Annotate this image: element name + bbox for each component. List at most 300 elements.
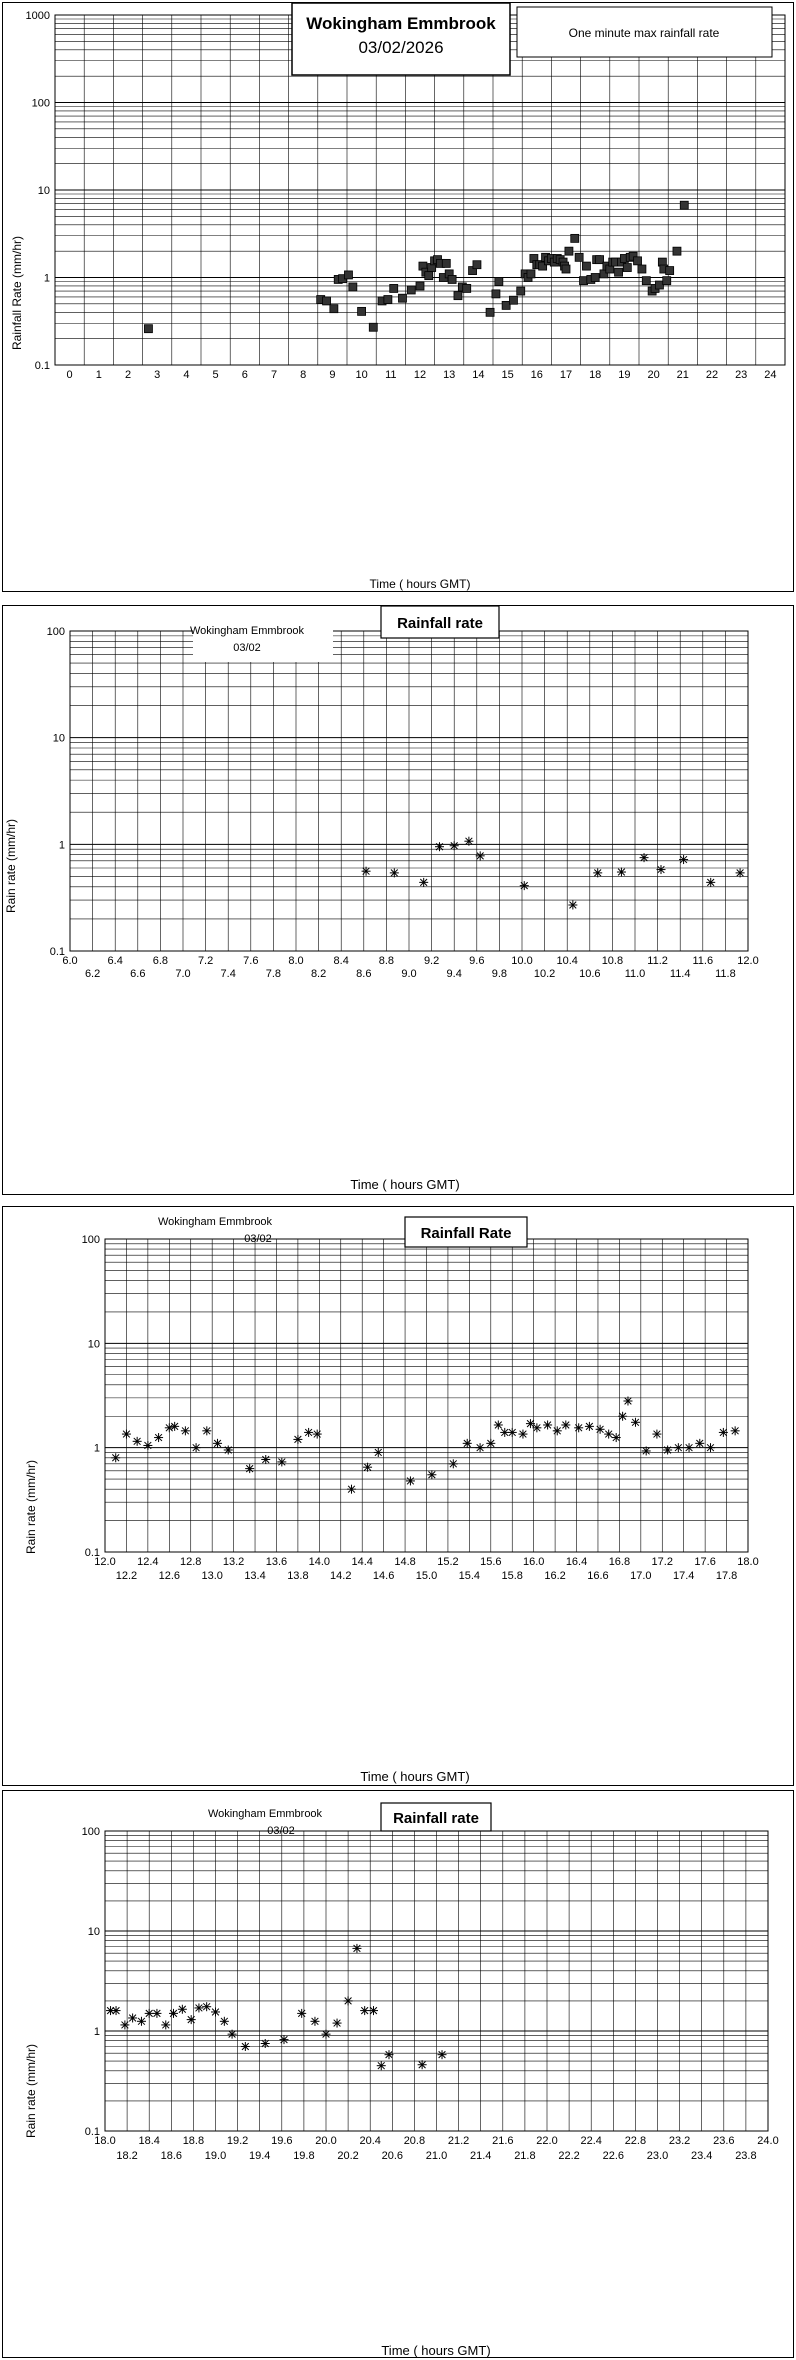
x-tick-label: 10.0 [511,955,533,967]
y-tick-label: 0.1 [84,2126,100,2138]
data-point [211,2007,220,2016]
data-point [384,2050,393,2059]
station-box [190,622,333,662]
x-tick-label: 19.4 [248,2150,271,2162]
data-point [502,301,510,309]
x-tick-label: 4 [183,369,190,381]
y-tick-label: 10 [87,1926,100,1938]
x-tick-label: 22.0 [536,2135,558,2147]
data-point [638,265,646,273]
x-tick-label: 16.6 [587,1570,609,1582]
x-tick-label: 7.6 [243,955,259,967]
chart-panel-18-24 [2,1790,794,2358]
x-tick-label: 10.6 [579,968,601,980]
data-point [224,1445,233,1454]
data-point [152,2009,161,2018]
x-tick-label: 8.2 [310,968,327,980]
x-tick-label: 12.2 [115,1570,138,1582]
data-point [390,868,399,877]
data-point [679,855,688,864]
station-name: Wokingham Emmbrook [157,1216,273,1228]
data-point [663,1445,672,1454]
x-tick-label: 20.8 [403,2135,426,2147]
data-point [358,307,366,315]
data-point [517,287,525,295]
x-axis-label: Time ( hours GMT) [360,1769,470,1784]
data-point [473,261,481,269]
x-tick-label: 24.0 [757,2135,779,2147]
x-tick-label: 14.4 [351,1556,373,1568]
data-point [161,2020,170,2029]
x-tick-label: 23.0 [646,2150,669,2162]
data-point [575,253,583,261]
x-tick-label: 12.6 [158,1570,181,1582]
x-tick-label: 20.4 [359,2135,381,2147]
data-point [580,277,588,285]
x-tick-label: 9.2 [423,955,440,967]
data-point [261,1455,270,1464]
data-point [618,1412,627,1421]
data-point [509,296,517,304]
x-tick-label: 17.4 [672,1570,695,1582]
data-point [427,1470,436,1479]
station-box [158,1216,273,1245]
x-tick-label: 14.2 [330,1570,352,1582]
data-point [120,2020,129,2029]
x-tick-label: 16 [530,369,543,381]
data-point [527,270,535,278]
x-tick-label: 9.6 [469,955,485,967]
station-name: Wokingham Emmbrook [189,625,305,637]
data-point [562,265,570,273]
chart-panel-12-18 [2,1206,794,1786]
y-tick-label: 10 [87,1338,100,1351]
data-point [663,277,671,285]
data-point [144,325,152,333]
x-tick-label: 10.2 [533,968,556,980]
data-point [344,271,352,279]
data-point [680,201,688,209]
x-tick-label: 8 [300,369,307,381]
x-tick-label: 20.6 [381,2150,404,2162]
data-point [220,2017,229,2026]
data-point [406,1476,415,1485]
y-tick-label: 1000 [25,10,50,22]
data-point [571,234,579,242]
data-point [463,1439,472,1448]
data-point [666,267,674,275]
data-point [347,1485,356,1494]
data-point [685,1443,694,1452]
data-point [673,247,681,255]
data-point [416,282,424,290]
data-point [112,2006,121,2015]
x-tick-label: 0 [66,369,73,381]
title-box [405,1217,527,1247]
data-point [313,1430,322,1439]
x-tick-label: 21.4 [469,2150,492,2162]
x-tick-label: 13.4 [244,1570,266,1582]
x-tick-label: 16.2 [544,1570,566,1582]
x-tick-label: 6.0 [62,955,78,967]
legend-label: One minute max rainfall rate [568,26,720,40]
x-tick-label: 7.8 [265,968,282,980]
data-point [384,296,392,304]
data-point [450,841,459,850]
data-point [582,262,590,270]
y-tick-label: 0.1 [34,360,50,372]
x-tick-label: 7.2 [197,955,214,967]
data-point [192,1443,201,1452]
x-tick-label: 11.0 [624,968,646,980]
station-date: 03/02 [244,1233,272,1245]
y-tick-label: 1 [58,839,65,852]
data-point [128,2013,137,2022]
x-tick-label: 19.6 [271,2135,293,2147]
data-point [463,284,471,292]
data-point [623,264,631,272]
x-tick-label: 22.4 [580,2135,602,2147]
data-point [145,2009,154,2018]
x-tick-label: 23.8 [735,2150,757,2162]
station-box [208,1808,323,1837]
x-tick-label: 6.8 [152,955,169,967]
data-point [623,1397,632,1406]
x-tick-label: 18.0 [737,1556,759,1568]
legend-box [517,7,772,57]
x-tick-label: 19.2 [226,2135,249,2147]
x-tick-label: 17.2 [651,1556,673,1568]
x-tick-label: 10.4 [556,955,578,967]
data-point [419,878,428,887]
data-point [706,878,715,887]
data-point [532,1423,541,1432]
data-point [508,1428,517,1437]
x-tick-label: 11.8 [715,968,736,980]
data-point [634,257,642,265]
x-tick-label: 15.6 [480,1556,502,1568]
data-point [304,1428,313,1437]
y-tick-label: 100 [31,97,50,110]
data-point [494,1420,503,1429]
data-point [448,275,456,283]
data-point [280,2035,289,2044]
data-point [449,1459,458,1468]
x-tick-label: 8.8 [378,955,395,967]
chart-subtitle: 03/02/2026 [358,38,444,57]
x-tick-label: 17 [559,369,573,381]
x-tick-label: 21 [676,369,689,381]
y-tick-label: 10 [37,185,50,197]
data-point [425,272,433,280]
data-point [495,278,503,286]
data-point [362,867,371,876]
data-point [377,2061,386,2070]
x-tick-label: 5 [212,369,219,381]
data-point [181,1426,190,1435]
title-box [381,606,499,638]
x-tick-label: 17.8 [715,1570,738,1582]
y-tick-label: 1 [93,2026,100,2038]
data-point [323,297,331,305]
data-point [642,1446,651,1455]
x-tick-label: 24 [764,369,777,381]
x-tick-label: 22.8 [624,2135,647,2147]
y-tick-label: 1 [43,272,50,285]
x-tick-label: 12 [413,369,427,381]
x-tick-label: 11.6 [692,955,714,967]
x-tick-label: 9 [329,369,336,381]
x-tick-label: 16.0 [522,1556,545,1568]
data-point [170,1422,179,1431]
x-tick-label: 13.6 [265,1556,288,1568]
data-point [322,2030,331,2039]
data-point [374,1448,383,1457]
title-box [292,3,510,75]
data-point [476,851,485,860]
x-tick-label: 15.8 [501,1570,523,1582]
x-tick-label: 22 [705,369,719,381]
data-point [674,1443,683,1452]
x-tick-label: 9.0 [401,968,417,980]
x-tick-label: 23 [735,369,748,381]
data-point [111,1453,120,1462]
data-point [486,308,494,316]
x-tick-label: 6.6 [130,968,146,980]
x-tick-label: 20.0 [315,2135,337,2147]
x-tick-label: 23.4 [690,2150,713,2162]
y-tick-label: 0.1 [84,1547,100,1559]
chart-title: Wokingham Emmbrook [306,14,496,33]
y-axis-label: Rain rate (mm/hr) [24,2043,38,2139]
data-point [736,868,745,877]
x-tick-label: 9.4 [446,968,462,980]
chart-panel-6-12 [2,605,794,1195]
data-point [202,1426,211,1435]
x-axis-label: Time ( hours GMT) [381,2343,491,2358]
x-tick-label: 19.0 [204,2150,227,2162]
data-point [137,2017,146,2026]
x-tick-label: 16.8 [608,1556,631,1568]
y-axis-label: Rain rate (mm/hr) [24,1459,38,1555]
data-point [652,1430,661,1439]
data-point [261,2039,270,2048]
x-tick-label: 20 [647,369,660,381]
x-tick-label: 8.6 [356,968,372,980]
x-axis-label: Time ( hours GMT) [350,1177,460,1192]
data-point [464,837,473,846]
x-tick-label: 12.0 [94,1556,116,1568]
chart-title: Rainfall rate [393,1810,479,1827]
data-point [245,1464,254,1473]
data-point [553,1426,562,1435]
x-tick-label: 19.8 [293,2150,315,2162]
station-date: 03/02 [267,1825,295,1837]
data-point [492,290,500,298]
data-point [438,2050,447,2059]
data-point [454,292,462,300]
y-tick-label: 100 [46,626,65,638]
data-point [476,1443,485,1452]
x-tick-label: 12.0 [737,955,759,967]
x-tick-label: 16.4 [565,1556,588,1568]
data-point [349,283,357,291]
x-tick-label: 17.6 [694,1556,716,1568]
data-point [719,1428,728,1437]
chart-title: Rainfall rate [397,615,483,632]
x-tick-label: 2 [124,369,132,381]
data-point [526,1419,535,1428]
data-point [202,2002,211,2011]
x-tick-label: 15.0 [415,1570,438,1582]
x-tick-label: 18.8 [182,2135,205,2147]
x-tick-label: 14.0 [308,1556,331,1568]
data-point [390,284,398,292]
y-axis-label: Rain rate (mm/hr) [4,818,18,914]
data-point [363,1463,372,1472]
x-tick-label: 17.0 [630,1570,652,1582]
data-point [631,1418,640,1427]
x-tick-label: 8.4 [333,955,349,967]
data-point [543,1420,552,1429]
data-point [585,1422,594,1431]
y-tick-label: 100 [81,1234,100,1246]
x-tick-label: 18.2 [116,2150,138,2162]
station-name: Wokingham Emmbrook [207,1808,323,1820]
rainfall-chart-12-18 [3,1207,795,1787]
data-point [369,323,377,331]
data-point [615,268,623,276]
x-tick-label: 20.2 [337,2150,359,2162]
data-point [398,294,406,302]
data-point [442,259,450,267]
data-point [706,1443,715,1452]
data-point [518,1430,527,1439]
data-point [574,1423,583,1432]
x-tick-label: 13.8 [287,1570,309,1582]
x-tick-label: 21.2 [447,2135,470,2147]
y-tick-label: 10 [52,732,65,745]
x-tick-label: 15.4 [458,1570,481,1582]
x-tick-label: 8.0 [288,955,304,967]
data-point [407,286,415,294]
data-point [695,1439,704,1448]
x-axis-label: Time ( hours GMT) [369,577,471,591]
x-tick-label: 23.2 [668,2135,691,2147]
data-point [133,1437,142,1446]
x-tick-label: 3 [154,369,161,381]
data-point [568,900,577,909]
data-point [656,865,665,874]
data-point [642,277,650,285]
data-point [277,1457,286,1466]
x-tick-label: 6.4 [107,955,123,967]
x-tick-label: 7.4 [220,968,236,980]
data-point [486,1439,495,1448]
data-point [352,1944,361,1953]
chart-title: Rainfall Rate [420,1225,512,1242]
x-tick-label: 19 [618,369,631,381]
rainfall-chart-6-12 [3,606,795,1196]
data-point [596,1425,605,1434]
station-date: 03/02 [233,642,261,654]
data-point [655,281,663,289]
data-point [169,2009,178,2018]
data-point [297,2009,306,2018]
x-tick-label: 18.0 [94,2135,116,2147]
data-point [333,2019,342,2028]
x-tick-label: 14 [472,369,485,381]
x-tick-label: 13 [443,369,456,381]
data-point [293,1435,302,1444]
data-point [731,1426,740,1435]
data-point [330,305,338,313]
x-tick-label: 22.2 [558,2150,580,2162]
x-tick-label: 6.2 [84,968,101,980]
data-point [194,2003,203,2012]
data-point [591,274,599,282]
data-point [612,1433,621,1442]
data-point [122,1430,131,1439]
x-tick-label: 22.6 [602,2150,625,2162]
y-tick-label: 100 [81,1826,100,1838]
x-tick-label: 6 [241,369,248,381]
data-point [228,2030,237,2039]
x-tick-label: 18 [589,369,602,381]
data-point [187,2015,196,2024]
data-point [213,1439,222,1448]
x-tick-label: 10 [355,369,368,381]
x-tick-label: 21.8 [514,2150,536,2162]
y-tick-label: 0.1 [49,946,65,958]
data-point [154,1433,163,1442]
data-point [369,2006,378,2015]
data-point [344,1996,353,2005]
x-tick-label: 14.8 [394,1556,416,1568]
y-axis-label: Rainfall Rate (mm/hr) [10,235,24,351]
x-tick-label: 15.2 [437,1556,459,1568]
daily-rainfall-chart [3,3,795,593]
data-point [640,853,649,862]
data-point [418,2060,427,2069]
x-tick-label: 12.4 [137,1556,159,1568]
x-tick-label: 11.4 [669,968,691,980]
data-point [520,881,529,890]
data-point [593,868,602,877]
x-tick-label: 12.8 [180,1556,202,1568]
x-tick-label: 7 [270,369,278,381]
x-tick-label: 11 [385,369,397,381]
data-point [178,2005,187,2014]
x-tick-label: 13.0 [201,1570,223,1582]
x-tick-label: 21.6 [492,2135,514,2147]
rainfall-chart-18-24 [3,1791,795,2359]
x-tick-label: 1 [95,369,102,381]
title-box [381,1803,491,1831]
x-tick-label: 13.2 [222,1556,245,1568]
y-tick-label: 1 [93,1442,100,1455]
x-tick-label: 21.0 [425,2150,448,2162]
data-point [596,256,604,264]
x-tick-label: 23.6 [713,2135,735,2147]
x-tick-label: 14.6 [372,1570,395,1582]
x-tick-label: 10.8 [601,955,624,967]
data-point [617,868,626,877]
x-tick-label: 15 [501,369,514,381]
x-tick-label: 18.6 [160,2150,183,2162]
data-point [360,2006,369,2015]
data-point [310,2017,319,2026]
